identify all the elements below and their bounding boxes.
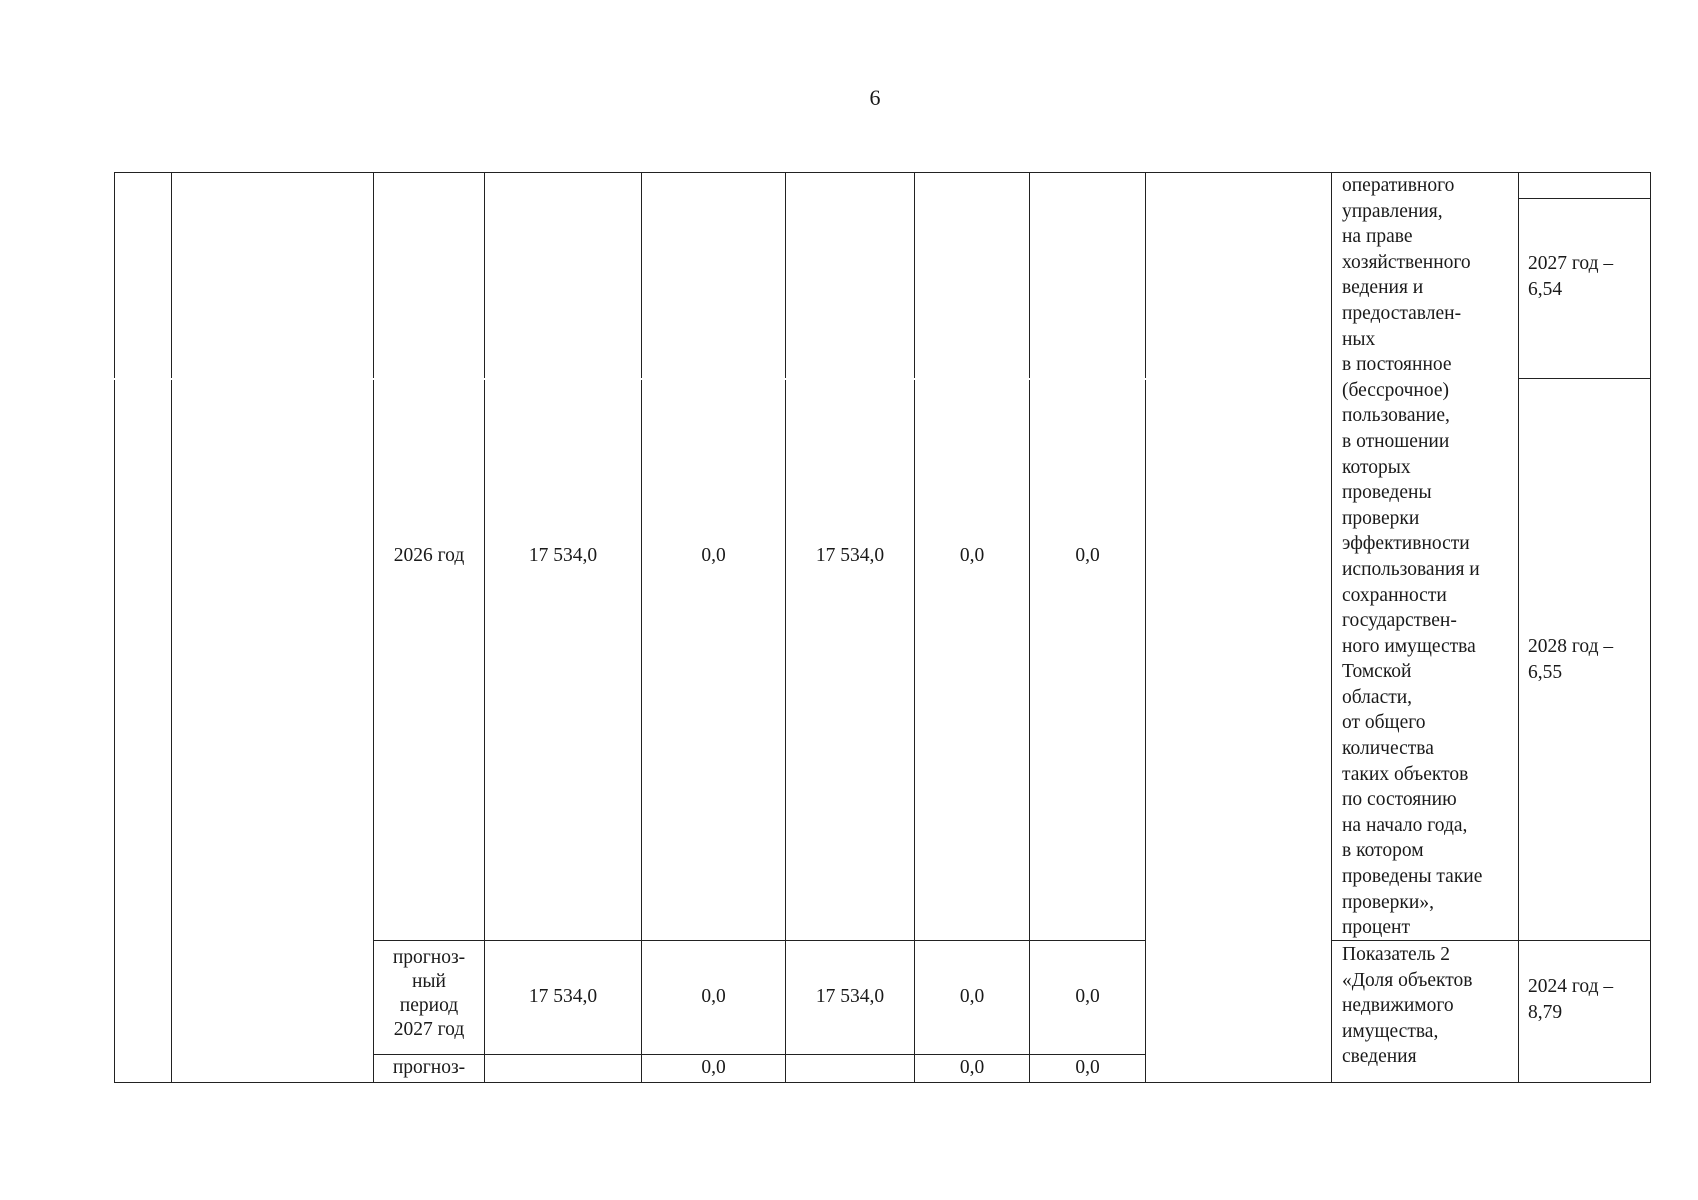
table-bottom-border bbox=[114, 1082, 1651, 1083]
col-border bbox=[171, 172, 172, 378]
col-border bbox=[373, 172, 374, 378]
col-border bbox=[1029, 172, 1030, 378]
col-border bbox=[114, 172, 115, 378]
target-2024: 2024 год – 8,79 bbox=[1528, 976, 1614, 1023]
value-cell: 0,0 bbox=[959, 545, 985, 566]
col-border bbox=[1145, 172, 1146, 378]
page-number: 6 bbox=[869, 85, 881, 110]
value-cell: 17 534,0 bbox=[815, 986, 885, 1007]
col-border bbox=[1650, 172, 1651, 1082]
value-cell: 0,0 bbox=[701, 986, 726, 1007]
col-border bbox=[641, 380, 642, 1082]
target-row-divider bbox=[1518, 378, 1651, 379]
col-border bbox=[171, 380, 172, 1082]
target-2028: 2028 год – 6,55 bbox=[1528, 636, 1614, 683]
col-border bbox=[1145, 380, 1146, 1082]
indicator-description: оперативного управления, на праве хозяйственного ведения и предоставлен- ных в постоянное (бессрочное) пользование, в отношении которых проведены проверки эффективности использования и сохранности государствен- ного имущества Томской области, от общего количества таких объектов по состоянию на начало года, в котором проведены такие проверки», процент bbox=[1342, 175, 1483, 939]
period-label: 2026 год bbox=[393, 545, 465, 566]
value-cell: 0,0 bbox=[701, 1057, 726, 1078]
value-cell: 0,0 bbox=[959, 1057, 985, 1078]
col-border bbox=[641, 172, 642, 378]
total-value: 17 534,0 bbox=[528, 545, 598, 566]
col-border bbox=[1331, 172, 1332, 1082]
col-border bbox=[914, 172, 915, 378]
col-border bbox=[484, 172, 485, 378]
value-cell: 17 534,0 bbox=[815, 545, 885, 566]
col-border bbox=[785, 172, 786, 378]
value-cell: 0,0 bbox=[959, 986, 985, 1007]
period-label: прогноз- ный период 2027 год bbox=[392, 947, 466, 1040]
col-border bbox=[484, 380, 485, 1082]
target-row-divider bbox=[1518, 198, 1651, 199]
col-border bbox=[785, 380, 786, 1082]
col-border bbox=[914, 380, 915, 1082]
col-border bbox=[1029, 380, 1030, 1082]
indicator2-description: Показатель 2 «Доля объектов недвижимого имущества, сведения bbox=[1342, 944, 1473, 1068]
period-label: прогноз- bbox=[392, 1057, 466, 1078]
col-border bbox=[114, 380, 115, 1082]
col-border bbox=[1518, 172, 1519, 1082]
target-2027: 2027 год – 6,54 bbox=[1528, 253, 1614, 300]
value-cell: 0,0 bbox=[1075, 986, 1100, 1007]
value-cell: 0,0 bbox=[1075, 1057, 1100, 1078]
value-cell: 0,0 bbox=[1075, 545, 1100, 566]
value-cell: 0,0 bbox=[701, 545, 726, 566]
total-value: 17 534,0 bbox=[528, 986, 598, 1007]
